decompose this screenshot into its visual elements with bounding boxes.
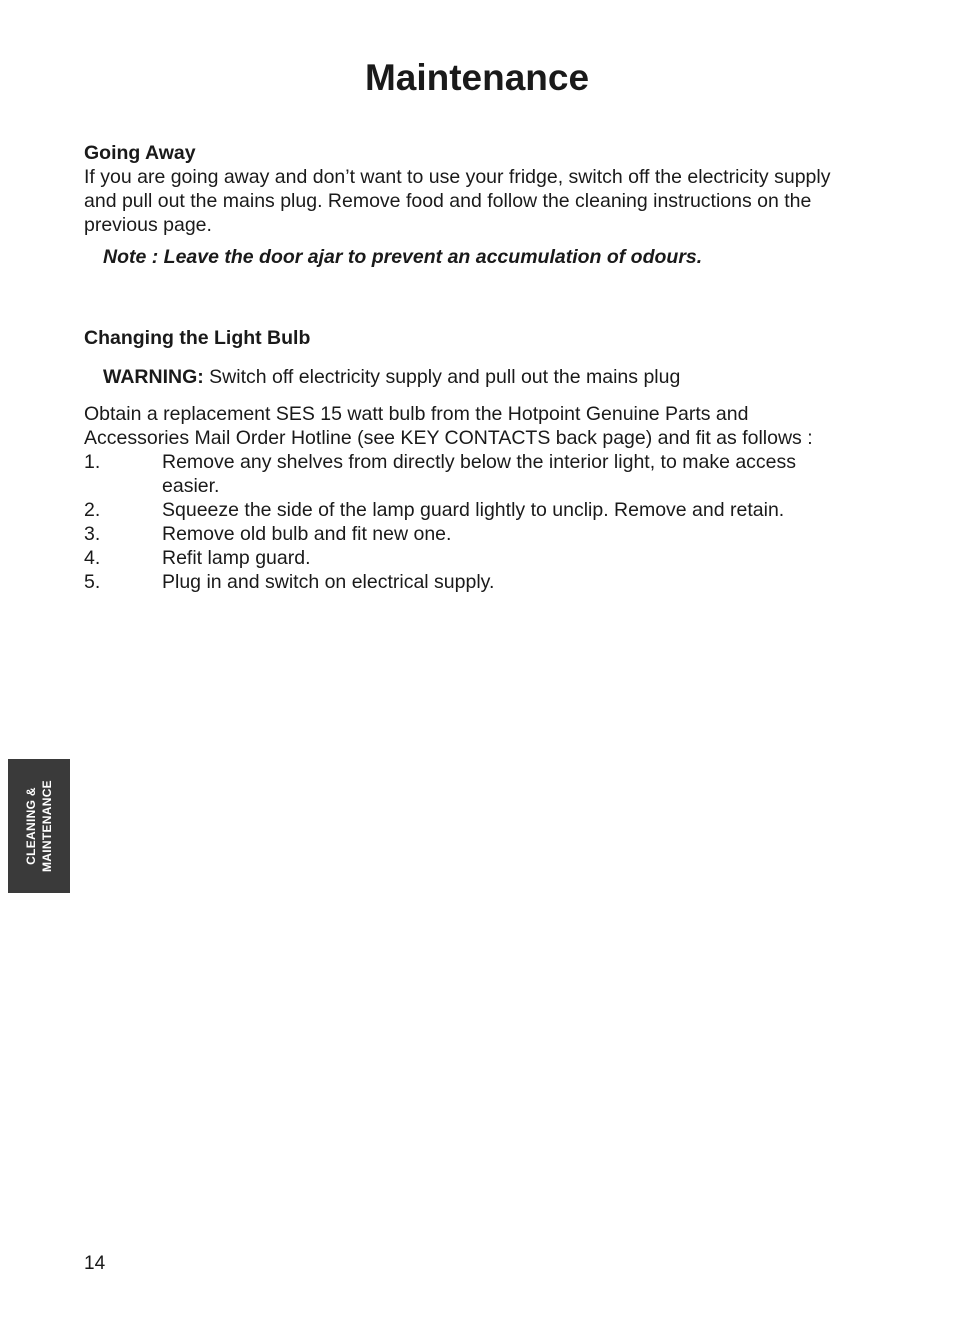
light-bulb-heading: Changing the Light Bulb [84, 327, 311, 349]
going-away-body: If you are going away and don’t want to use your fridge, switch off the electricity supply and pull out the mains plug. Remove food and follow the cleaning instructions on the previous page. [84, 166, 831, 236]
step-text: Remove old bulb and fit new one. [162, 523, 452, 545]
warning-text: Switch off electricity supply and pull out the mains plug [203, 366, 681, 388]
going-away-section [84, 141, 844, 269]
step-number: 4. [84, 547, 101, 569]
going-away-heading: Going Away [84, 142, 196, 164]
side-tab-line-1: CLEANING & [24, 787, 38, 865]
page-content [84, 141, 844, 594]
section-side-tab [8, 759, 70, 893]
step-item [84, 546, 844, 570]
step-number: 2. [84, 499, 101, 521]
light-bulb-section [84, 326, 844, 594]
side-tab-label [23, 780, 55, 872]
step-number: 3. [84, 523, 101, 545]
step-number: 5. [84, 571, 101, 593]
step-number: 1. [84, 451, 101, 473]
step-text: Squeeze the side of the lamp guard lightly to unclip. Remove and retain. [162, 499, 785, 521]
step-item [84, 450, 844, 498]
step-item [84, 522, 844, 546]
step-item [84, 498, 844, 522]
step-text: Refit lamp guard. [162, 547, 311, 569]
step-text: Remove any shelves from directly below the interior light, to make access easier. [162, 451, 797, 497]
side-tab-line-2: MAINTENANCE [40, 780, 54, 872]
step-list [84, 450, 844, 594]
warning-label: WARNING: [103, 366, 204, 388]
step-item [84, 570, 844, 594]
light-bulb-intro: Obtain a replacement SES 15 watt bulb from the Hotpoint Genuine Parts and Accessories Mail Order Hotline (see KEY CONTACTS back page) and fit as follows : [84, 403, 813, 449]
going-away-note: Note : Leave the door ajar to prevent an accumulation of odours. [103, 246, 703, 268]
page-title: Maintenance [364, 57, 590, 98]
page-number: 14 [84, 1253, 106, 1274]
warning-line [103, 365, 844, 389]
step-text: Plug in and switch on electrical supply. [162, 571, 495, 593]
